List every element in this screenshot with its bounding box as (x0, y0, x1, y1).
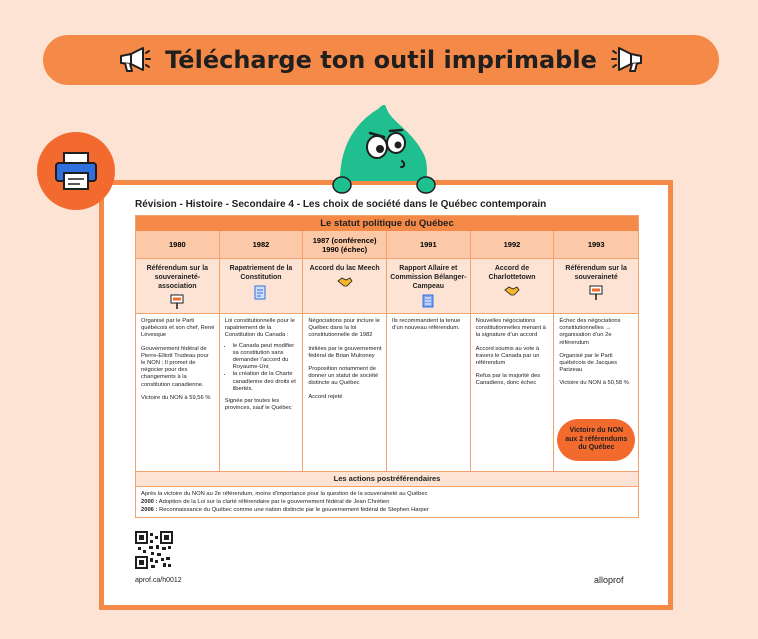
event-header (303, 259, 386, 314)
event-header (554, 259, 638, 314)
year-label: 1991 (387, 231, 470, 259)
description-text: Nouvelles négociations constitutionnelles menant à la signature d’un accord (475, 318, 546, 339)
post-line (141, 507, 633, 515)
description-text: Ils recommandent la tenue d’un nouveau référendum. (391, 318, 461, 332)
event-description (220, 314, 303, 471)
download-banner[interactable] (43, 35, 719, 85)
event-description (136, 314, 219, 471)
document-title: Révision - Histoire - Secondaire 4 - Les choix de société dans le Québec contemporain (135, 199, 547, 210)
column-1982 (220, 231, 304, 471)
report-icon (422, 294, 434, 308)
event-title: Référendum sur la souveraineté (565, 265, 627, 281)
description-text: Gouvernement fédéral de Pierre-Elliott Trudeau pour le NON ; Il promet de négocier pour des changements à la constitution canadienne. (141, 345, 209, 388)
event-header (136, 259, 219, 314)
description-text: Organisé par le Parti québécois de Jacques Parizeau (559, 352, 618, 374)
description-text: Échec des négociations constitutionnelles → organisation d’un 2e référendum (559, 318, 621, 346)
section-title-postreferendaires: Les actions postréférendaires (136, 471, 638, 487)
banner-title: Télécharge ton outil imprimable (165, 46, 597, 74)
url-link[interactable]: aprof.ca/h0012 (135, 577, 182, 584)
post-text: Reconnaissance du Québec comme une nation distincte par le gouvernement fédéral de Stephen Harper (159, 506, 429, 513)
column-1992 (471, 231, 555, 471)
year-label: 1993 (554, 231, 638, 259)
year-line: 1990 (échec) (322, 244, 368, 254)
megaphone-icon (611, 45, 645, 75)
brand-logo-text: alloprof (594, 575, 624, 585)
description-text: Signée par toutes les provinces, sauf le Québec (224, 398, 292, 412)
victory-highlight-badge (557, 419, 635, 461)
event-description (303, 314, 386, 471)
event-title: Accord de Charlottetown (488, 265, 536, 281)
year-label: 1982 (220, 231, 303, 259)
year-label (303, 231, 386, 259)
description-text: Négociations pour inclure le Québec dans la loi constitutionnelle de 1982 (308, 318, 380, 339)
year-label: 1980 (136, 231, 219, 259)
list-item: • la création de la Charte canadienne des droits et libertés. (233, 371, 299, 393)
section-title-statut: Le statut politique du Québec (136, 216, 638, 231)
description-text: Victoire du NON à 59,56 % (141, 394, 211, 401)
timeline-table (135, 215, 639, 518)
event-title: Rapport Allaire et Commission Bélanger-Campeau (390, 265, 467, 290)
description-list (225, 343, 299, 393)
qr-code[interactable] (135, 531, 173, 569)
event-title: Rapatriement de la Constitution (229, 265, 293, 281)
event-description (471, 314, 554, 471)
vote-sign-icon (170, 294, 184, 310)
description-text: Loi constitutionnelle pour le rapatriement de la Constitution du Canada : (224, 318, 295, 339)
document-icon (254, 285, 267, 300)
description-text: Refus par la majorité des Canadiens, donc échec (475, 373, 541, 387)
post-line (141, 499, 633, 507)
description-text: Initiées par le gouvernement fédéral de Brian Mulroney (308, 345, 382, 359)
event-title: Accord du lac Meech (309, 265, 380, 272)
column-1991 (387, 231, 471, 471)
event-header (471, 259, 554, 314)
post-line: Après la victoire du NON au 2e référendum, moins d’importance pour la question de la souveraineté au Québec (141, 491, 428, 497)
post-year: 2000 : (141, 498, 158, 505)
handshake-icon (504, 285, 520, 297)
list-item: • le Canada peut modifier sa constitution sans demander l’accord du Royaume-Uni; (233, 343, 299, 372)
description-text: Victoire du NON à 50,58 % (559, 380, 629, 387)
post-year: 2006 : (141, 506, 158, 513)
column-1987-1990 (303, 231, 387, 471)
description-text: Proposition notamment de donner un statut de société distincte au Québec (308, 366, 379, 387)
column-1993 (554, 231, 638, 471)
event-title: Référendum sur la souveraineté-association (146, 265, 209, 290)
event-description (554, 314, 638, 471)
event-header (387, 259, 470, 314)
description-text: Accord soumis au vote à travers le Canada par un référendum (475, 345, 540, 367)
year-line: 1987 (conférence) (312, 235, 377, 245)
mascot-character (330, 101, 436, 197)
handshake-icon (337, 276, 353, 288)
timeline-columns (136, 231, 638, 471)
victory-text: Victoire du NON aux 2 référendums du Québec (565, 427, 628, 452)
event-header (220, 259, 303, 314)
column-1980 (136, 231, 220, 471)
post-text: Adoption de la Loi sur la clarté référendaire par le gouvernement fédéral de Jean Chrétien (158, 498, 390, 505)
megaphone-icon (117, 45, 151, 75)
description-text: Organisé par le Parti québécois et son chef, René Lévesque (141, 318, 215, 339)
year-label: 1992 (471, 231, 554, 259)
printer-badge[interactable] (37, 132, 115, 210)
description-text: Accord rejeté (308, 393, 343, 400)
postreferendum-list (136, 487, 638, 517)
printer-icon (53, 151, 99, 191)
event-description (387, 314, 470, 471)
vote-sign-icon (589, 285, 603, 301)
